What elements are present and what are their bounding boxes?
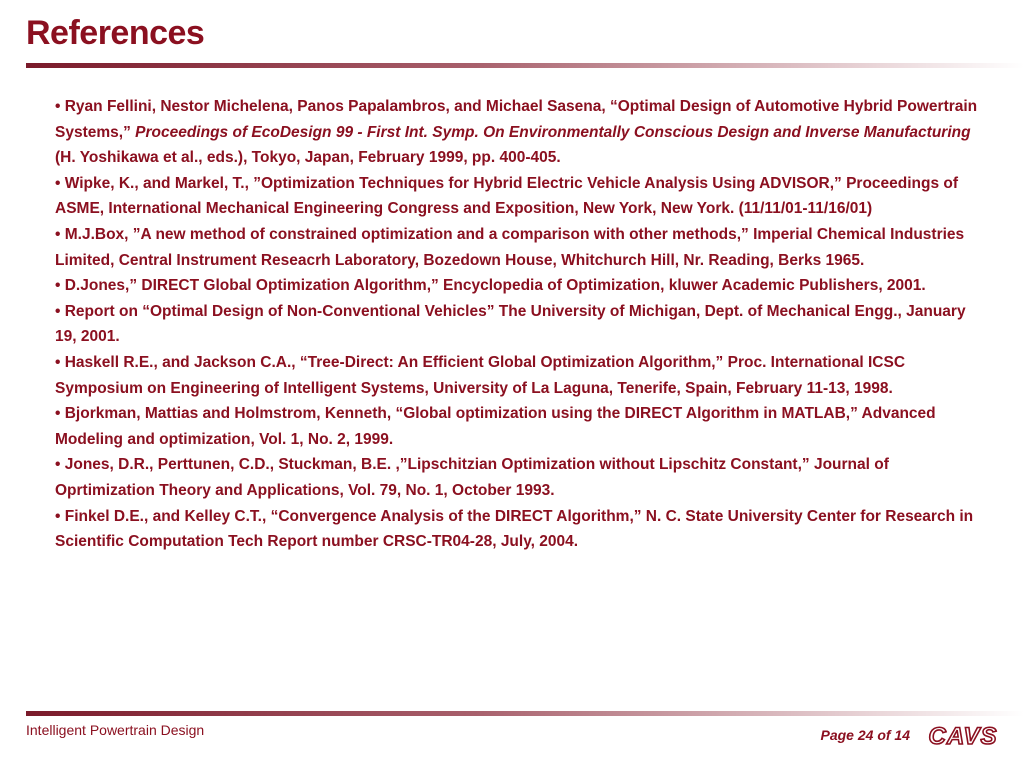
reference-text-post: (H. Yoshikawa et al., eds.), Tokyo, Japan, February 1999, pp. 400-405. xyxy=(55,149,561,167)
reference-text: • Wipke, K., and Markel, T., ”Optimization Techniques for Hybrid Electric Vehicle Analysis Using ADVISOR,” Proceedings of ASME, International Mechanical Engineering Congress and Exposition, New York, New York. (11/11/01-11/16/01) xyxy=(55,174,959,218)
reference-italic-title: Proceedings of EcoDesign 99 - First Int. Symp. On Environmentally Conscious Design and Inverse Manufacturing xyxy=(135,123,971,141)
reference-item xyxy=(55,452,990,503)
reference-text: • D.Jones,” DIRECT Global Optimization Algorithm,” Encyclopedia of Optimization, kluwer Academic Publishers, 2001. xyxy=(55,277,926,295)
reference-text: • Finkel D.E., and Kelley C.T., “Convergence Analysis of the DIRECT Algorithm,” N. C. State University Center for Research in Scientific Computation Tech Report number CRSC-TR04-28, July, 2004. xyxy=(55,507,974,551)
reference-item xyxy=(55,401,990,452)
reference-text: • M.J.Box, ”A new method of constrained optimization and a comparison with other methods,” Imperial Chemical Industries Limited, Central Instrument Reseacrh Laboratory, Bozedown House, Whitchurch Hill, Nr. Reading, Berks 1965. xyxy=(55,225,965,269)
reference-item xyxy=(55,94,990,171)
cavs-logo-text: CAVS xyxy=(928,723,998,750)
reference-item xyxy=(55,171,990,222)
reference-item xyxy=(55,273,990,299)
reference-item xyxy=(55,504,990,555)
references-list xyxy=(55,94,990,555)
reference-text: • Report on “Optimal Design of Non-Conventional Vehicles” The University of Michigan, Dept. of Mechanical Engg., January 19, 2001. xyxy=(55,302,966,346)
cavs-logo-icon xyxy=(924,720,1002,750)
slide-title: References xyxy=(26,14,205,52)
reference-text: • Jones, D.R., Perttunen, C.D., Stuckman, B.E. ,”Lipschitzian Optimization without Lipschitz Constant,” Journal of Oprtimization Theory and Applications, Vol. 79, No. 1, October 1993. xyxy=(55,456,889,499)
reference-text: • Haskell R.E., and Jackson C.A., “Tree-Direct: An Efficient Global Optimization Algorithm,” Proc. International ICSC Symposium on Engineering of Intelligent Systems, University of La Laguna, Tenerife, Spain, February 11-13, 1998. xyxy=(55,353,906,397)
page-number: Page 24 of 14 xyxy=(820,727,910,743)
reference-text: • Ryan Fellini, Nestor Michelena, Panos Papalambros, and Michael Sasena, “Optimal Design of Automotive Hybrid Powertrain Systems,” xyxy=(55,98,978,141)
footer-divider xyxy=(26,711,1024,716)
reference-item xyxy=(55,299,990,350)
reference-item xyxy=(55,222,990,273)
footer-course-title: Intelligent Powertrain Design xyxy=(26,722,205,738)
reference-text: • Bjorkman, Mattias and Holmstrom, Kenneth, “Global optimization using the DIRECT Algorithm in MATLAB,” Advanced Modeling and optimization, Vol. 1, No. 2, 1999. xyxy=(55,405,936,448)
reference-item xyxy=(55,350,990,401)
title-divider xyxy=(26,63,1024,68)
